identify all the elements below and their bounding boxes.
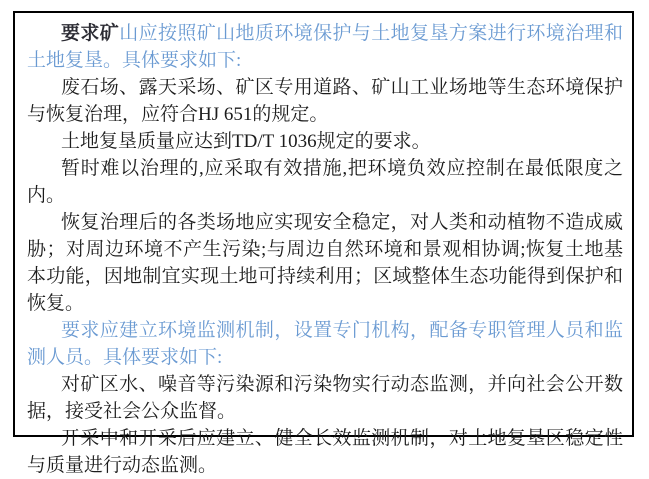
- text-segment-normal: 土地复垦质量应达到TD/T 1036规定的要求。: [61, 131, 431, 152]
- text-segment-normal: 对矿区水、噪音等污染源和污染物实行动态监测，并向社会公开数据，接受社会公众监督。: [27, 374, 623, 422]
- para-long-term-monitoring: [27, 425, 623, 479]
- para-waste-sites-hj651: [27, 74, 623, 128]
- para-monitoring-mechanism-intro: [27, 317, 623, 371]
- para-restored-sites-safety: [27, 209, 623, 317]
- para-dynamic-monitoring-publicity: [27, 371, 623, 425]
- para-reclamation-quality-tdt1036: [27, 128, 623, 155]
- para-treatment-reclamation-intro: [27, 20, 623, 74]
- text-segment-highlight-blue: 要求应建立环境监测机制，设置专门机构，配备专职管理人员和监测人员。具体要求如下:: [27, 320, 623, 368]
- text-segment-normal: 开采中和开采后应建立、健全长效监测机制，对土地复垦区稳定性与质量进行动态监测。: [27, 428, 623, 476]
- text-segment-lead-bold: 要求矿: [61, 23, 120, 44]
- para-temporary-measures: [27, 155, 623, 209]
- text-segment-highlight-blue: 山应按照矿山地质环境保护与土地复垦方案进行环境治理和土地复垦。具体要求如下:: [27, 23, 623, 71]
- document-frame: [13, 11, 634, 476]
- text-segment-normal: 恢复治理后的各类场地应实现安全稳定，对人类和动植物不造成威胁；对周边环境不产生污染;与周边自然环境和景观相协调;恢复土地基本功能，因地制宜实现土地可持续利用；区域整体生态功能得到保护和恢复。: [27, 212, 623, 314]
- text-segment-normal: 废石场、露天采场、矿区专用道路、矿山工业场地等生态环境保护与恢复治理，应符合HJ 651的规定。: [27, 77, 623, 125]
- text-segment-normal: 暂时难以治理的,应采取有效措施,把环境负效应控制在最低限度之内。: [27, 158, 623, 206]
